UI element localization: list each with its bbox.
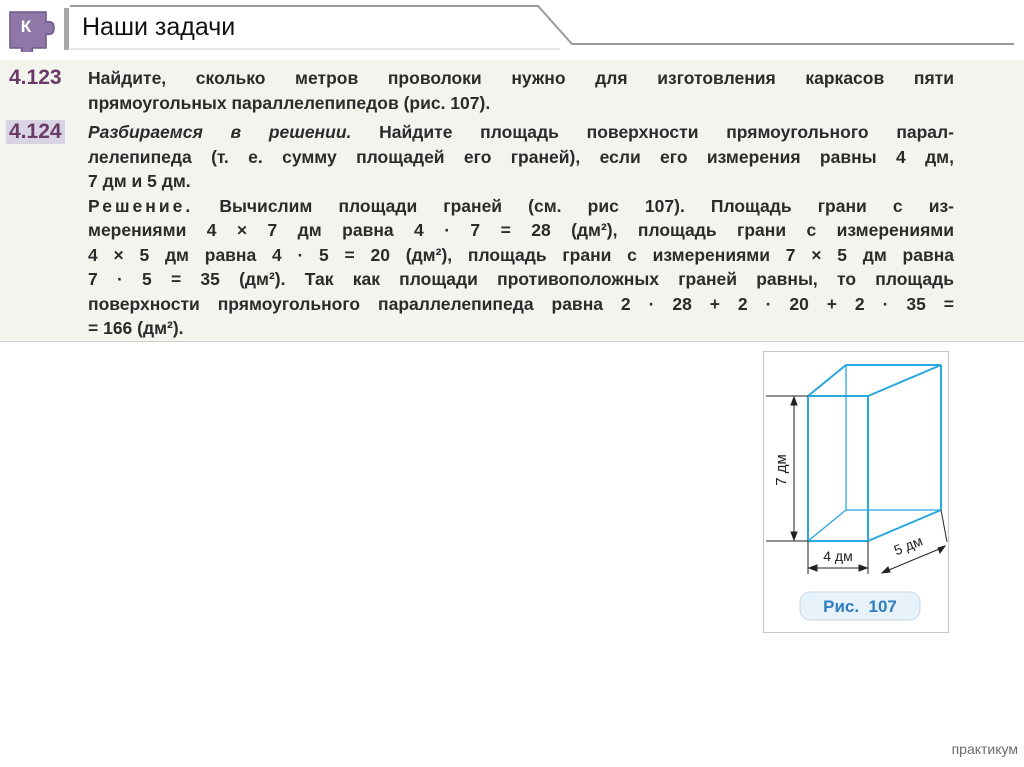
problem-heading: Разбираемся в решении. (88, 122, 352, 142)
problem-text (88, 66, 954, 115)
text-line: поверхности прямоугольного параллелепипеда равна 2 · 28 + 2 · 20 + 2 · 35 = (88, 293, 954, 314)
depth-label: 5 дм (891, 532, 925, 559)
problem-number: 4.124 (6, 120, 65, 144)
parallelepiped-diagram (764, 352, 948, 632)
text-line: Разбираемся в решении. Найдите площадь поверхности прямоугольного парал- (88, 122, 954, 142)
problem-number: 4.123 (9, 66, 62, 89)
text-line: 7 дм и 5 дм. (88, 171, 191, 191)
text-line: лелепипеда (т. е. сумму площадей его граней), если его измерения равны 4 дм, (88, 146, 954, 167)
figure-caption: Рис. 107 (823, 597, 897, 616)
figure-107 (763, 351, 949, 633)
page-title: Наши задачи (82, 13, 236, 41)
text-line: мерениями 4 × 7 дм равна 4 · 7 = 28 (дм²), площадь грани с измерениями (88, 220, 954, 240)
problem-text (88, 120, 954, 341)
text-line: Найдите, сколько метров проволоки нужно для изготовления каркасов пяти (88, 68, 954, 88)
textbook-excerpt (0, 60, 1024, 342)
height-label: 7 дм (773, 454, 790, 486)
text-line: прямоугольных параллелепипедов (рис. 107). (88, 92, 491, 113)
solution-word: Решение. (88, 195, 194, 216)
slide-header (0, 0, 1024, 62)
badge-letter: К (20, 17, 32, 36)
width-label: 4 дм (823, 548, 853, 564)
text-line: = 166 (дм²). (88, 318, 184, 338)
text-line: 7 · 5 = 35 (дм²). Так как площади противоположных граней равны, то площадь (88, 269, 954, 289)
footer-label: практикум (951, 741, 1018, 757)
text-line: 4 × 5 дм равна 4 · 5 = 20 (дм²), площадь грани с измерениями 7 × 5 дм равна (88, 244, 954, 265)
text-line: Решение. Вычислим площади граней (см. рис 107). Площадь грани с из- (88, 195, 954, 216)
